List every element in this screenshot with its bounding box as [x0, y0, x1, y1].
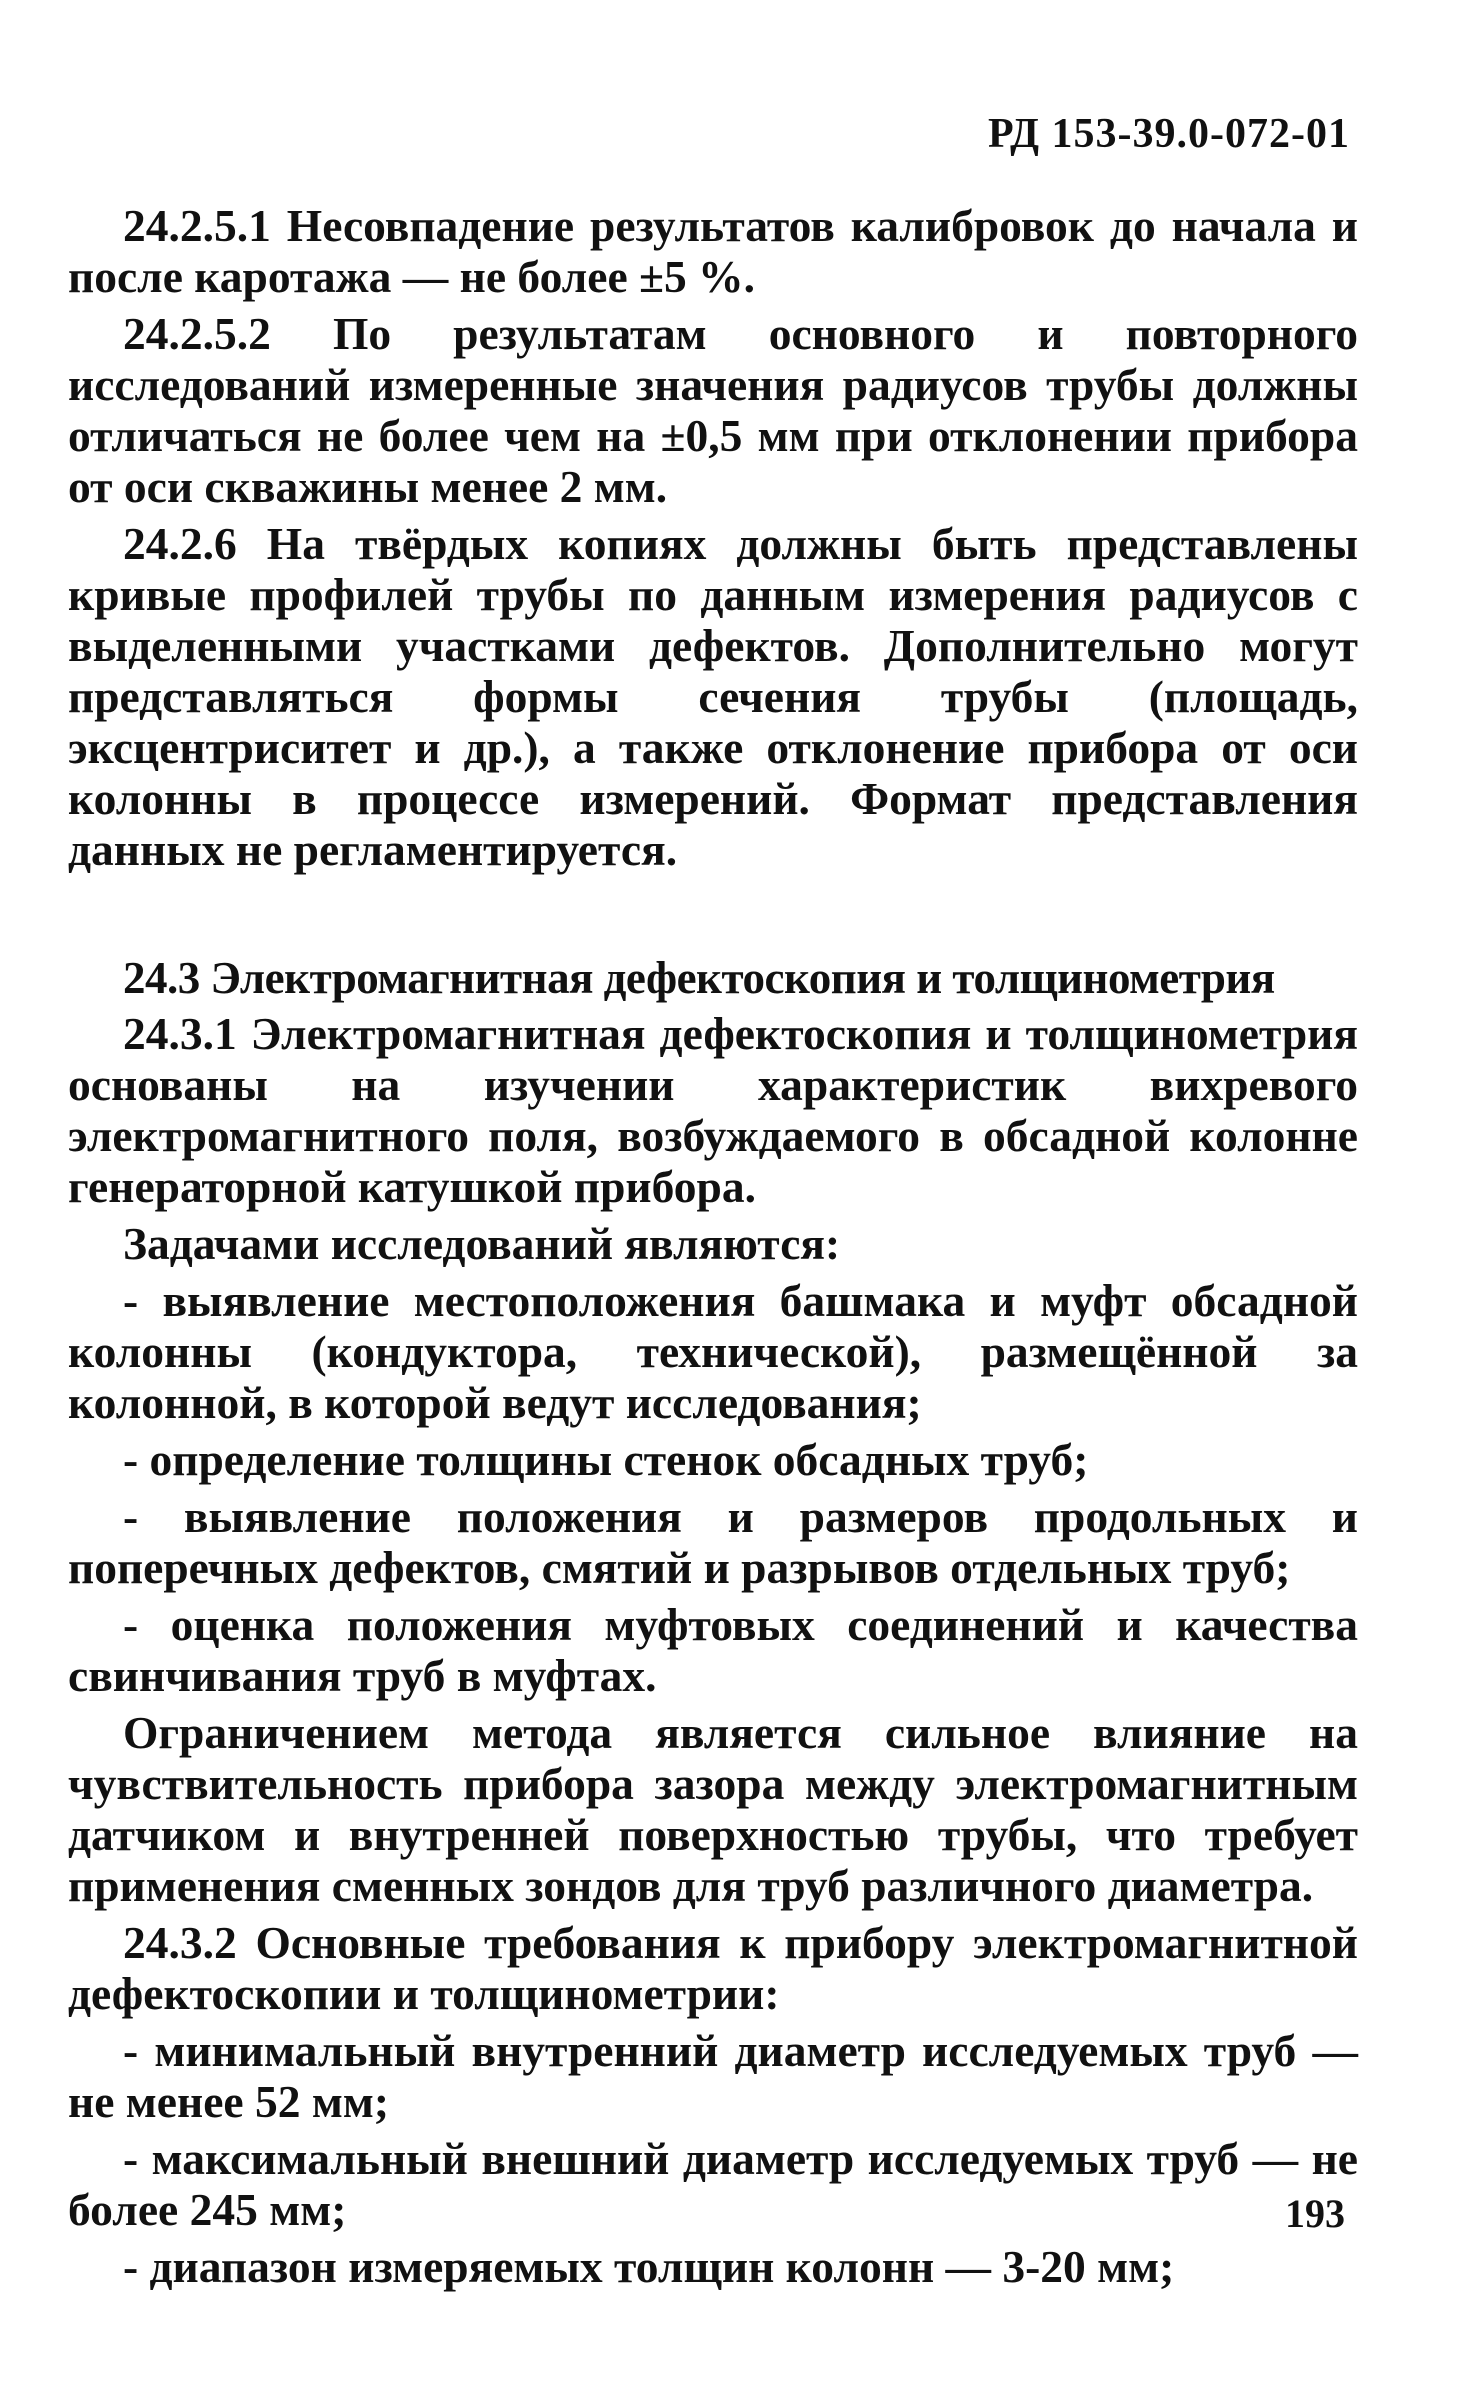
list-item: - выявление положения и размеров продольных и поперечных дефектов, смятий и разрывов отдельных труб; — [68, 1491, 1358, 1593]
list-item: - минимальный внутренний диаметр исследуемых труб — не менее 52 мм; — [68, 2025, 1358, 2127]
body-text — [68, 200, 1358, 2298]
list-item: - максимальный внешний диаметр исследуемых труб — не более 245 мм; — [68, 2133, 1358, 2235]
list-item: - определение толщины стенок обсадных труб; — [123, 1434, 1089, 1485]
page-number: 193 — [1285, 2191, 1345, 2236]
paragraph-24-2-5-1: 24.2.5.1 Несовпадение результатов калибровок до начала и после каротажа — не более ±5 %. — [68, 200, 1358, 302]
paragraph-24-3-1: 24.3.1 Электромагнитная дефектоскопия и толщинометрия основаны на изучении характеристик вихревого электромагнитного поля, возбуждаемого в обсадной колонне генераторной катушкой прибора. — [68, 1008, 1358, 1212]
paragraph-limitation: Ограничением метода является сильное влияние на чувствительность прибора зазора между электромагнитным датчиком и внутренней поверхностью трубы, что требует применения сменных зондов для труб различного диаметра. — [68, 1707, 1358, 1911]
list-item: - диапазон измеряемых толщин колонн — 3-20 мм; — [123, 2241, 1175, 2292]
section-heading: 24.3 Электромагнитная дефектоскопия и толщинометрия — [123, 953, 1275, 1003]
paragraph-tasks-intro: Задачами исследований являются: — [123, 1218, 841, 1269]
paragraph-24-2-5-2: 24.2.5.2 По результатам основного и повторного исследований измеренные значения радиусов трубы должны отличаться не более чем на ±0,5 мм при отклонении прибора от оси скважины менее 2 мм. — [68, 308, 1358, 512]
paragraph-24-3-2: 24.3.2 Основные требования к прибору электромагнитной дефектоскопии и толщинометрии: — [68, 1917, 1358, 2019]
list-item: - выявление местоположения башмака и муфт обсадной колонны (кондуктора, технической), размещённой за колонной, в которой ведут исследования; — [68, 1275, 1358, 1428]
document-code: РД 153-39.0-072-01 — [987, 111, 1350, 157]
paragraph-24-2-6: 24.2.6 На твёрдых копиях должны быть представлены кривые профилей трубы по данным измерения радиусов с выделенными участками дефектов. Дополнительно могут представляться формы сечения трубы (площадь, эксцентриситет и др.), а также отклонение прибора от оси колонны в процессе измерений. Формат представления данных не регламентируется. — [68, 518, 1358, 875]
list-item: - оценка положения муфтовых соединений и качества свинчивания труб в муфтах. — [68, 1599, 1358, 1701]
